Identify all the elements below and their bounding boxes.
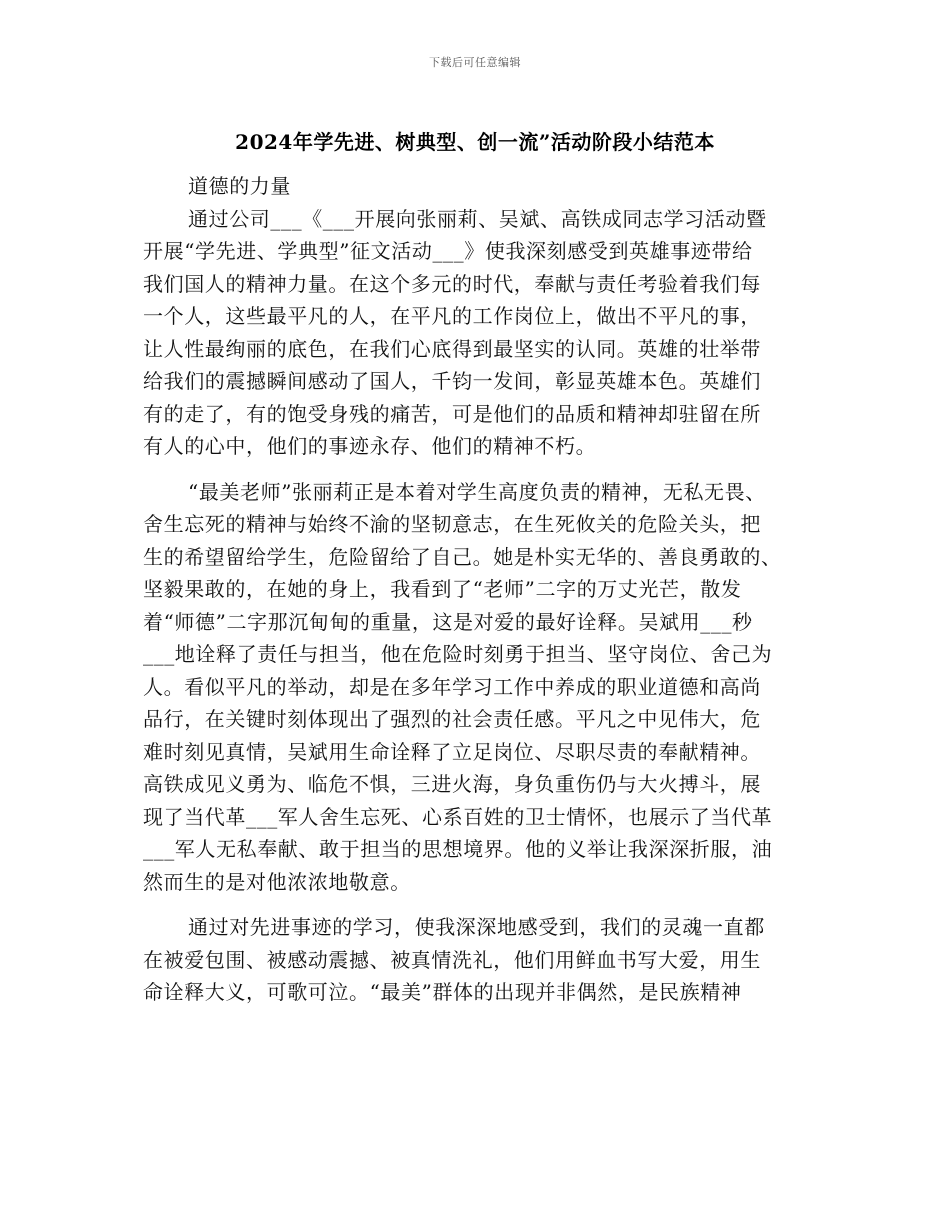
paragraph-line: 着“师德”二字那沉甸甸的重量，这是对爱的最好诠释。吴斌用___秒 <box>143 609 753 634</box>
page-header: 下载后可任意编辑 <box>429 56 521 69</box>
paragraph-3 <box>143 911 823 1009</box>
paragraph-line: ___地诠释了责任与担当，他在危险时刻勇于担当、坚守岗位、舍己为 <box>143 642 773 666</box>
paragraph-line: 生的希望留给学生，危险留给了自己。她是朴实无华的、善良勇敢的、 <box>143 544 782 569</box>
paragraph-1 <box>143 203 823 463</box>
paragraph-line: 命诠释大义，可歌可泣。“最美”群体的出现并非偶然，是民族精神 <box>143 980 742 1004</box>
paragraph-line: 一个人，这些最平凡的人，在平凡的工作岗位上，做出不平凡的事， <box>143 304 761 328</box>
paragraph-gap <box>143 898 823 911</box>
paragraph-line: 品行，在关键时刻体现出了强烈的社会责任感。平凡之中见伟大，危 <box>143 707 761 731</box>
paragraph-line: 舍生忘死的精神与始终不渝的坚韧意志，在生死攸关的危险关头，把 <box>143 512 761 536</box>
paragraph-line: 通过对先进事迹的学习，使我深深地感受到，我们的灵魂一直都 <box>188 915 765 939</box>
paragraph-line: 现了当代革___军人舍生忘死、心系百姓的卫士情怀，也展示了当代革 <box>143 804 773 829</box>
paragraph-line: 让人性最绚丽的底色，在我们心底得到最坚实的认同。英雄的壮举带 <box>143 336 761 361</box>
paragraph-line: 然而生的是对他浓浓地敬意。 <box>143 869 411 894</box>
paragraph-gap <box>143 463 823 476</box>
paragraph-line: 在被爱包围、被感动震撼、被真情洗礼，他们用鲜血书写大爱，用生 <box>143 947 761 972</box>
paragraph-line: ___军人无私奉献、敢于担当的思想境界。他的义举让我深深折服，油 <box>143 837 773 861</box>
paragraph-line: 有的走了，有的饱受身残的痛苦，可是他们的品质和精神却驻留在所 <box>143 401 761 426</box>
subheading: 道德的力量 <box>188 174 291 198</box>
paragraph-line: 难时刻见真情，吴斌用生命诠释了立足岗位、尽职尽责的奉献精神。 <box>143 739 761 764</box>
paragraph-line: 坚毅果敢的，在她的身上，我看到了“老师”二字的万丈光芒，散发 <box>143 577 742 601</box>
paragraph-line: 人。看似平凡的举动，却是在多年学习工作中养成的职业道德和高尚 <box>143 674 761 699</box>
paragraph-line: “最美老师”张丽莉正是本着对学生高度负责的精神，无私无畏、 <box>188 479 766 504</box>
document-body <box>143 170 823 1009</box>
paragraph-line: 开展“学先进、学典型”征文活动___》使我深刻感受到英雄事迹带给 <box>143 239 753 263</box>
paragraph-line: 我们国人的精神力量。在这个多元的时代，奉献与责任考验着我们每 <box>143 271 761 296</box>
paragraph-line: 高铁成见义勇为、临危不惧，三进火海，身负重伤仍与大火搏斗，展 <box>143 772 761 796</box>
paragraph-line: 有人的心中，他们的事迹永存、他们的精神不朽。 <box>143 434 597 458</box>
document-title: 2024年学先进、树典型、创一流”活动阶段小结范本 <box>235 130 715 154</box>
paragraph-2 <box>143 476 823 899</box>
paragraph-line: 给我们的震撼瞬间感动了国人，千钧一发间，彰显英雄本色。英雄们 <box>143 369 761 393</box>
paragraph-line: 通过公司___《___开展向张丽莉、吴斌、高铁成同志学习活动暨 <box>188 206 767 231</box>
